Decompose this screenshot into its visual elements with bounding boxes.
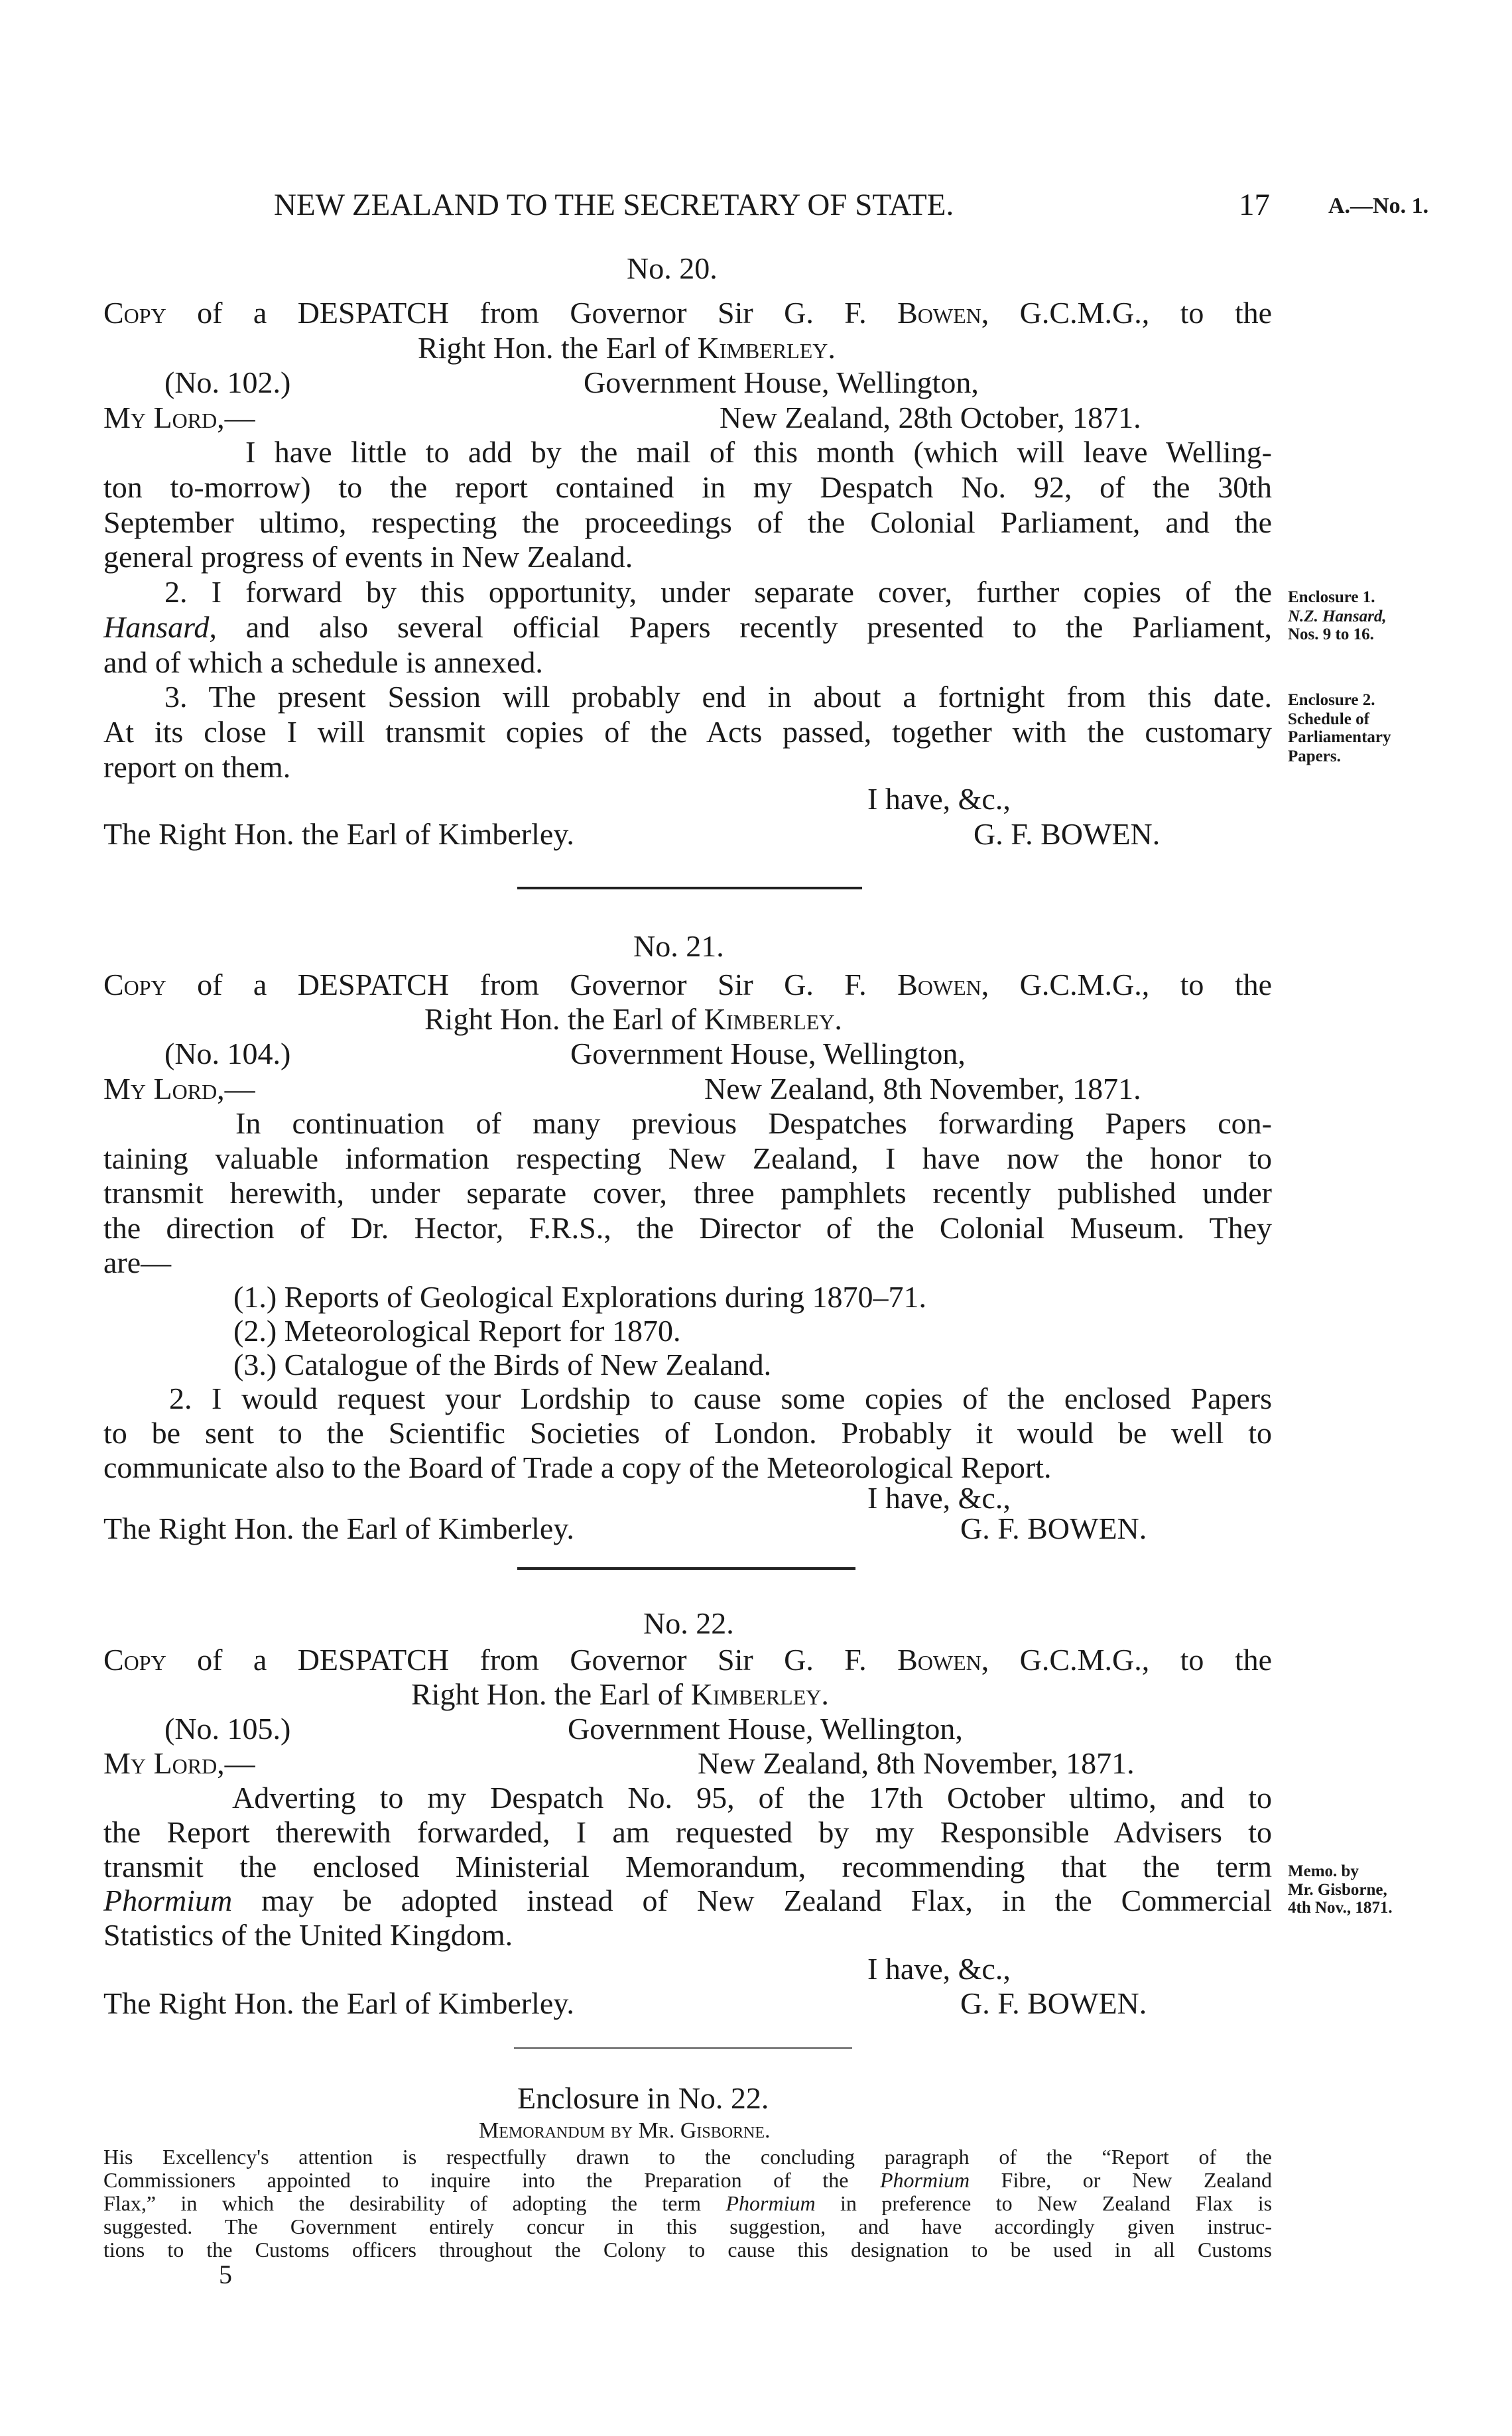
memo-line: His Excellency's attention is respectfully drawn to the concluding paragraph of the “Report of the bbox=[103, 2145, 1272, 2169]
memo-line: tions to the Customs officers throughout the Colony to cause this designation to be used in all Customs bbox=[103, 2238, 1272, 2262]
body-line: report on them. bbox=[103, 750, 291, 784]
body-line: At its close I will transmit copies of the Acts passed, together with the customary bbox=[103, 715, 1272, 749]
salutation: My Lord,— bbox=[103, 401, 255, 434]
closing: I have, &c., bbox=[867, 782, 1011, 816]
body-line: are— bbox=[103, 1246, 172, 1279]
body-line: 2. I forward by this opportunity, under separate cover, further copies of the bbox=[164, 575, 1272, 609]
body-line: to be sent to the Scientific Societies of London. Probably it would be well to bbox=[103, 1416, 1272, 1450]
place-line: Government House, Wellington, bbox=[568, 1712, 963, 1746]
body-line: 3. The present Session will probably end in about a fortnight from this date. bbox=[164, 680, 1272, 714]
body-line: September ultimo, respecting the proceedings of the Colonial Parliament, and the bbox=[103, 505, 1272, 539]
margin-note: Memo. by bbox=[1288, 1862, 1359, 1880]
body-line: the direction of Dr. Hector, F.R.S., the Director of the Colonial Museum. They bbox=[103, 1211, 1272, 1245]
signature: G. F. BOWEN. bbox=[960, 1986, 1147, 2020]
margin-note: Papers. bbox=[1288, 747, 1341, 765]
dispatch-no: (No. 104.) bbox=[164, 1037, 291, 1070]
date-line: New Zealand, 8th November, 1871. bbox=[704, 1072, 1141, 1106]
salutation: My Lord,— bbox=[103, 1746, 255, 1780]
margin-note: Enclosure 1. bbox=[1288, 588, 1375, 606]
body-line: general progress of events in New Zealand. bbox=[103, 540, 633, 574]
despatch-number: No. 22. bbox=[643, 1606, 734, 1640]
despatch-title-line: Copy of a DESPATCH from Governor Sir G. F. Bowen, G.C.M.G., to the bbox=[103, 296, 1273, 330]
dispatch-no: (No. 102.) bbox=[164, 365, 291, 399]
dispatch-no: (No. 105.) bbox=[164, 1712, 291, 1746]
body-line: In continuation of many previous Despatches forwarding Papers con- bbox=[235, 1106, 1272, 1140]
signature-mark: 5 bbox=[219, 2260, 232, 2289]
page-ref: A.—No. 1. bbox=[1328, 194, 1429, 218]
page-header-title: NEW ZEALAND TO THE SECRETARY OF STATE. bbox=[274, 188, 954, 222]
body-line: the Report therewith forwarded, I am requested by my Responsible Advisers to bbox=[103, 1815, 1272, 1849]
body-line: Adverting to my Despatch No. 95, of the 17th October ultimo, and to bbox=[232, 1781, 1272, 1815]
list-item: (1.) Reports of Geological Explorations during 1870–71. bbox=[233, 1280, 927, 1314]
body-line: Statistics of the United Kingdom. bbox=[103, 1918, 513, 1952]
closing: I have, &c., bbox=[867, 1952, 1011, 1986]
despatch-title-line: Right Hon. the Earl of Kimberley. bbox=[418, 331, 836, 365]
memo-line: Flax,” in which the desirability of adopting the term Phormium in preference to New Zealand Flax is bbox=[103, 2191, 1273, 2215]
place-line: Government House, Wellington, bbox=[584, 365, 979, 399]
section-divider bbox=[517, 1567, 855, 1570]
body-line: ton to-morrow) to the report contained in my Despatch No. 92, of the 30th bbox=[103, 470, 1272, 504]
addressee: The Right Hon. the Earl of Kimberley. bbox=[103, 1986, 574, 2020]
margin-note: N.Z. Hansard, bbox=[1288, 608, 1387, 625]
margin-note: Schedule of bbox=[1288, 710, 1369, 728]
addressee: The Right Hon. the Earl of Kimberley. bbox=[103, 817, 574, 851]
body-line: Hansard, and also several official Papers recently presented to the Parliament, bbox=[103, 610, 1273, 644]
despatch-title-line: Copy of a DESPATCH from Governor Sir G. F. Bowen, G.C.M.G., to the bbox=[103, 1643, 1273, 1677]
margin-note: 4th Nov., 1871. bbox=[1288, 1899, 1393, 1917]
memo-line: Commissioners appointed to inquire into the Preparation of the Phormium Fibre, or New Zealand bbox=[103, 2168, 1273, 2192]
body-line: communicate also to the Board of Trade a copy of the Meteorological Report. bbox=[103, 1450, 1052, 1484]
margin-note: Mr. Gisborne, bbox=[1288, 1881, 1387, 1899]
body-line: and of which a schedule is annexed. bbox=[103, 645, 543, 679]
list-item: (2.) Meteorological Report for 1870. bbox=[233, 1314, 681, 1348]
closing: I have, &c., bbox=[867, 1481, 1011, 1515]
section-divider bbox=[514, 2047, 852, 2049]
memo-line: suggested. The Government entirely concur in this suggestion, and have accordingly given instruc- bbox=[103, 2214, 1272, 2238]
memorandum-heading: Memorandum by Mr. Gisborne. bbox=[479, 2118, 771, 2143]
body-line: taining valuable information respecting New Zealand, I have now the honor to bbox=[103, 1141, 1272, 1175]
salutation: My Lord,— bbox=[103, 1072, 255, 1106]
signature: G. F. BOWEN. bbox=[960, 1511, 1147, 1545]
despatch-number: No. 21. bbox=[633, 929, 724, 963]
list-item: (3.) Catalogue of the Birds of New Zealand. bbox=[233, 1348, 772, 1381]
enclosure-heading: Enclosure in No. 22. bbox=[517, 2081, 769, 2115]
despatch-number: No. 20. bbox=[627, 251, 718, 285]
despatch-title-line: Right Hon. the Earl of Kimberley. bbox=[411, 1677, 829, 1711]
margin-note: Enclosure 2. bbox=[1288, 691, 1375, 709]
section-divider bbox=[517, 887, 862, 889]
body-line: transmit herewith, under separate cover, three pamphlets recently published under bbox=[103, 1176, 1272, 1210]
page-number: 17 bbox=[1239, 188, 1270, 222]
despatch-title-line: Right Hon. the Earl of Kimberley. bbox=[424, 1002, 842, 1036]
date-line: New Zealand, 8th November, 1871. bbox=[698, 1746, 1135, 1780]
signature: G. F. BOWEN. bbox=[974, 817, 1161, 851]
body-line: transmit the enclosed Ministerial Memorandum, recommending that the term bbox=[103, 1850, 1272, 1884]
body-line: I have little to add by the mail of this month (which will leave Welling- bbox=[245, 435, 1272, 469]
body-line: Phormium may be adopted instead of New Zealand Flax, in the Commercial bbox=[103, 1884, 1272, 1917]
despatch-title-line: Copy of a DESPATCH from Governor Sir G. F. Bowen, G.C.M.G., to the bbox=[103, 968, 1273, 1001]
addressee: The Right Hon. the Earl of Kimberley. bbox=[103, 1511, 574, 1545]
margin-note: Nos. 9 to 16. bbox=[1288, 625, 1374, 643]
body-line: 2. I would request your Lordship to cause some copies of the enclosed Papers bbox=[169, 1381, 1272, 1415]
margin-note: Parliamentary bbox=[1288, 728, 1391, 746]
date-line: New Zealand, 28th October, 1871. bbox=[720, 401, 1141, 434]
place-line: Government House, Wellington, bbox=[570, 1037, 966, 1070]
